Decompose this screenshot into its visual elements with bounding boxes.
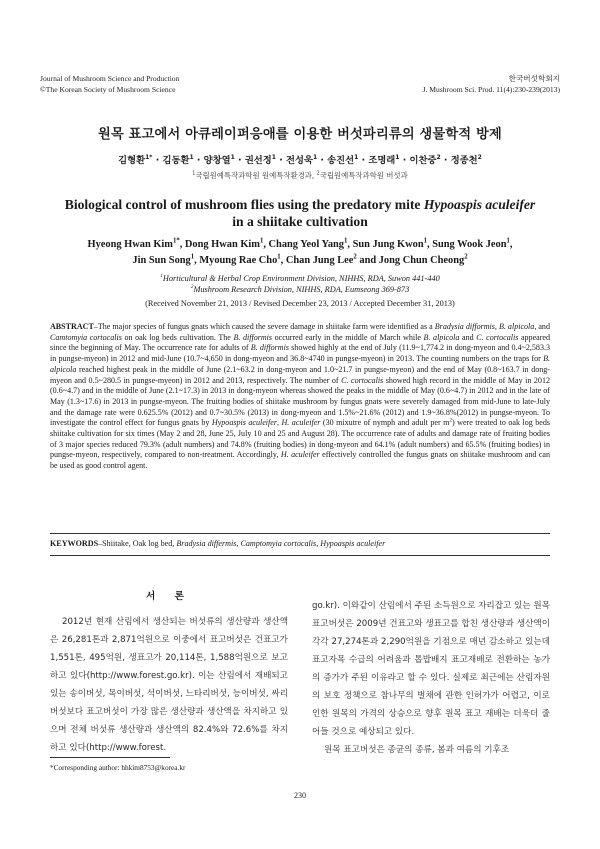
author-name: 양창열 [203,155,231,166]
author-name: Myoung Rae Cho [199,255,278,266]
affiliation-marker: 1* [172,237,180,245]
affiliation-marker: 1 [344,237,348,245]
corresponding-author-footnote: *Corresponding author: hhkim8753@korea.kr [50,763,186,772]
author-name: Dong Hwan Kim [184,239,260,250]
species-name: H. aculeifer [281,418,321,428]
author-name: Chan Jung Lee [285,255,354,266]
english-affiliation-2: Mushroom Research Division, NIHHS, RDA, Eumseong 369-873 [193,285,410,294]
keywords-top-rule [50,533,550,534]
english-affiliation-line [0,284,600,295]
abstract [50,322,550,472]
text-run: on oak log beds cultivation. The [121,332,234,342]
abstract-dash: – [93,322,98,331]
korean-affiliation-1: 국립원예특작과학원 원예특작환경과, [195,171,315,180]
species-name: B. alpicola [50,354,550,374]
paragraph: go.kr). 이와같이 산림에서 주된 소득원으로 자리잡고 있는 원목 표고버섯은 2009년 건표고와 생표고를 합친 생산량과 생산액이 각각 27,274톤과 2,290억원을 기점으로 매년 감소하고 있는데 표고자목 수급의 어려움과 톱밥배지 표고재배로 전환하는 농가의 증가가 주된 이유라고 할 수 있다. 실제로 최근에는 산림자원의 보호 정책으로 참나무의 벌채에 관한 인허가가 어렵고, 이로인한 원목의 가격의 상승으로 향후 원목 표고 재배는 더욱더 줄어들 것으로 예상되고 있다. [312,601,550,738]
english-affiliations [0,273,600,295]
text-run: , [494,322,499,331]
author-name: 권선정 [244,155,272,166]
body-column-left [50,613,288,757]
author-name: 김동환 [162,155,190,166]
affiliation-marker: 1 [259,237,264,245]
page-number: 230 [294,791,306,800]
author-name: 송진선 [327,155,355,166]
korean-author-list: 김형환$^{1*}$ · 김동환$^1$ · 양창열$^1$ · 권선정$^1$ · 전성욱$^1$ · 송진선$^1$ · 조명래$^1$ · 이찬중$^2$ · 정종천$^2$ [118,153,482,166]
text-run: reached highest peak in the middle of June (2.1~63.2 in dong-myeon and 1.0~21.7 in pungse-myeon) and the end of May (0.8~163.7 in dong-myeon and 0.5~280.5 in pungse-myeon) in 2012 and 2013, respectively. The number of [50,364,550,385]
abstract-text [50,322,550,470]
affiliation-marker: 1 [312,153,318,161]
body-column-right [312,597,550,759]
paragraph: 2012년 현재 산림에서 생산되는 버섯류의 생산량과 생산액은 26,281톤과 2,871억원으로 이중에서 표고버섯은 건표고가 1,551톤, 495억원, 생표고가 20,114톤, 1,588억원으로 보고하고 있다(http://www.forest.go.kr). 이는 산림에서 재배되고 있는 송이버섯, 목이버섯, 석이버섯, 느타리버섯, 능이버섯, 싸리버섯보다 표고버섯이 가장 많은 생산량과 생산액을 차지하고 있으며 전체 버섯류 생산량과 생산액의 82.4%와 72.6%를 차지하고 있다(http://www.forest. [50,617,288,754]
species-name: Bradysia difformis [434,322,495,331]
korean-title: 원목 표고에서 아큐레이퍼응애를 이용한 버섯파리류의 생물학적 방제 [98,127,502,142]
english-title [60,196,540,230]
author-name: Chang Yeol Yang [268,239,344,250]
species-name: Hypoaspis aculeifer [211,418,277,428]
affiliation-marker: 1 [395,153,400,161]
title-prefix: Biological control of mushroom flies using the predatory mite [64,197,424,212]
author-name: 조명래 [368,155,396,166]
text-run: , [316,539,321,548]
species-name: B. alpicola [423,332,460,342]
text-run: The major species of fungus gnats which caused the severe damage in shiitake farm were identified as a [97,322,435,331]
affiliation-marker: 1* [145,153,153,161]
text-run: Shiitake, Oak log bed, [102,539,177,548]
author-name: Sun Jung Kwon [352,239,424,250]
paragraph: 원목 표고버섯은 종균의 종류, 봄과 여름의 기후조 [324,745,510,756]
text-run: , [236,539,241,548]
species-name: Bradysia differmis [176,539,237,548]
text-run: (30 mixutre of nymph and adult per m [320,418,450,428]
keywords-text [102,539,385,548]
text-run: occurred early in the middle of March while [272,332,424,342]
author-name: 김형환 [118,155,146,166]
citation: J. Mushroom Sci. Prod. 11(4):230-239(2013) [422,85,560,94]
english-author-list: Hyeong Hwan Kim$^{1*}$, Dong Hwan Kim$^1$, Chang Yeol Yang$^1$, Sun Jung Kwon$^1$, Sung Wook Jeon$^1$, Jin Sun Song$^1$, Myoung Rae Cho$^1$, Chan Jung Lee$^2$ and Jong Chun Cheong$^2$ [87,237,513,266]
species-name: H. aculeifer [280,450,320,460]
text-run: , [276,418,282,428]
affiliation-marker: 1 [277,253,281,261]
text-run: showed highly at the end of July (11.9~1,774.2 in dong-myeon and 0.4~2,583.3 in pungse-myeon) in 2012 and mid-June (10.7~4,650 in dong-myeon and 36.8~4740 in pungse-myeon) in 2013. The counting numbers on the traps for [50,343,550,364]
superscript: 2 [449,417,452,424]
text-run: effectively controlled the fungus gnats on shiitake mushroom and can be used as good control agent. [50,450,550,471]
affiliation-marker: 2 [464,253,468,261]
author-name: Jong Chun Cheong [378,255,465,266]
affiliation-marker: 1 [230,153,235,161]
author-name: Jin Sun Song [132,255,191,266]
species-name: Camptomyia cortocalis [240,539,317,548]
society-name: ©The Korean Society of Mushroom Science [40,85,176,94]
affiliation-marker: 2 [316,171,320,177]
text-run: showed high record in the middle of May in 2012 (0.6~4.7) and in the middle of June (2.1~17.3) in 2013 in dong-myeon whereas showed the peaks in the middle of May (0.6~4.7) in 2012 and in the late of May (1.3~17.6) in 2013 in pungse-myeon. The fruiting bodies of shiitake mushroom by fungus gnats were severely damaged from mid-June to late-July and the damage rate were 0.625.5% (2012) and 0.7~30.5% (2013) in dong-myeon and 1.5%~21.6% (2012) and 1.9~36.8%(2012) in pungse-myeon. To investigate the control effect for fungus gnats by [50,375,550,428]
title-species: Hypoaspis aculeifer [423,197,536,212]
text-run: and [459,332,477,342]
author-name: 전성욱 [286,155,313,166]
received-dates: (Received November 21, 2013 / Revised December 23, 2013 / Accepted December 31, 2013) [145,299,455,308]
author-name: 이찬중 [409,155,437,166]
species-name: B. difformis [233,332,273,342]
running-header-right [423,73,560,95]
affiliation-marker: 1 [506,237,510,245]
affiliation-marker: 1 [190,253,195,261]
affiliation-marker: 1 [192,171,196,177]
affiliation-marker: 2 [436,153,441,161]
species-name: Hypoaspis aculeifer [320,539,386,548]
author-name: Hyeong Hwan Kim [87,239,173,250]
species-name: B. alpicola [498,322,535,331]
species-name: B. difformis [250,343,289,353]
affiliation-marker: 1 [189,153,194,161]
affiliation-marker: 1 [423,237,427,245]
keywords [50,539,550,548]
text-run: , and [534,322,550,331]
journal-name: Journal of Mushroom Science and Production [40,74,180,83]
affiliation-marker: 2 [477,153,482,161]
text-run: appeared since the beginning of May. The occurrence rate for adults of [50,332,550,353]
footnote-rule [50,757,170,758]
running-header-left [40,73,179,95]
author-name: 정종천 [450,155,478,166]
korean-affiliations [0,170,600,181]
species-name: Camtomyia cortocalis [50,332,122,342]
keywords-label: KEYWORDS [50,539,99,548]
english-affiliation-1: Horticultural & Herbal Crop Environment Division, NIHHS, RDA, Suwon 441-440 [162,274,440,283]
keywords-bottom-rule [50,555,550,556]
title-suffix: in a shiitake cultivation [232,214,368,229]
affiliation-marker: 1 [354,153,359,161]
author-name: Sung Wook Jeon [432,239,507,250]
abstract-label: ABSTRACT [50,322,94,331]
section-heading-introduction: 서 론 [146,591,192,602]
keywords-dash: – [98,539,103,548]
text-run: ) were treated to oak log beds shiitake cultivation for six times (May 2 and 28, June 25, July 10 and 25 and August 28). The occurrence rate of adults and damage rate of fruiting bodies of 3 major species reduced 79.3% (adult numbers) and 74.8% (fruiting bodies) in dong-myeon and 64.1% (adult numbers) and 65.5% (fruiting bodies) in pungse-myeon, respectively, compared to non-treatment. Accordingly, [50,418,551,460]
species-name: C. cortocalis [341,375,384,385]
journal-name-korean: 한국버섯학회지 [508,74,560,83]
species-name: C. cortocalis [476,332,519,342]
affiliation-marker: 2 [190,284,194,291]
affiliation-marker: 1 [160,273,163,280]
affiliation-marker: 2 [353,253,357,261]
english-affiliation-line [0,273,600,284]
korean-affiliation-2: 국립원예특작과학원 버섯과 [319,171,408,180]
affiliation-marker: 1 [271,153,276,161]
